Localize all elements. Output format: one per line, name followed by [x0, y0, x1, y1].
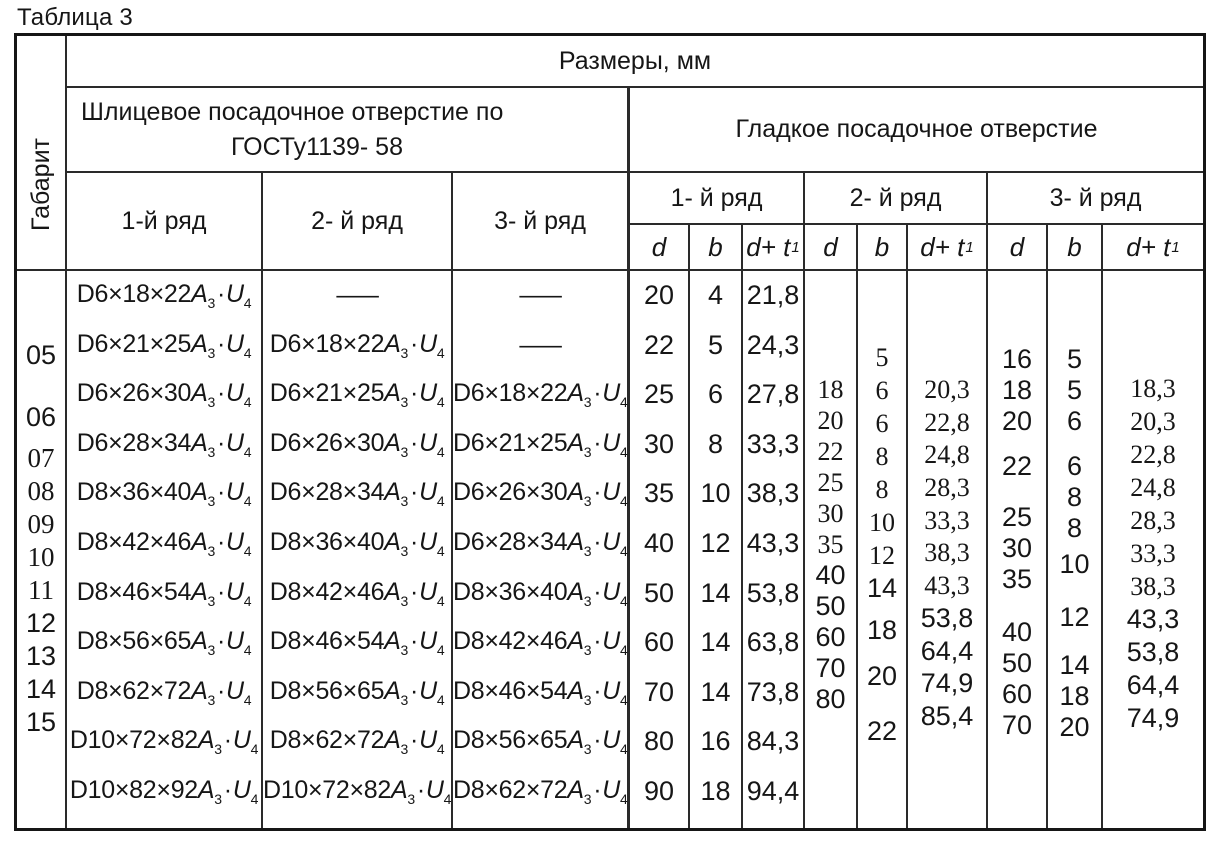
col-b-header-3: b	[1048, 225, 1103, 271]
tolerance-suffix: $A_3\cdot U_4$	[567, 627, 628, 659]
dt-value: 63,8	[746, 627, 800, 658]
dt-value: 43,3	[746, 527, 800, 558]
dt-value: 43,3	[924, 570, 970, 600]
b-value: 18	[1059, 681, 1090, 711]
d-value: 50	[815, 591, 846, 621]
dt-value: 85,4	[920, 700, 974, 731]
b-value: 10	[869, 507, 895, 537]
dt-value: 27,8	[746, 379, 800, 410]
tolerance-suffix: $A_3\cdot U_4$	[384, 428, 445, 460]
d-value: 70	[815, 653, 846, 683]
col-dt-header-3: d+ t 1	[1103, 225, 1203, 271]
spline-designation: $D6\times 28\times 34A_3\cdot U_4$	[453, 527, 628, 559]
d-value: 30	[817, 498, 844, 528]
d-value: 80	[643, 726, 675, 757]
spline-series-3-header: 3- й ряд	[453, 173, 630, 271]
tolerance-suffix: $A_3\cdot U_4$	[191, 627, 252, 659]
dt-value: 20,3	[1130, 407, 1176, 437]
spline-header-line2: ГОСТу1139- 58	[230, 132, 403, 161]
d-value: 18	[817, 374, 844, 404]
b-value: 12	[700, 527, 731, 558]
spline-series-2-header: 2- й ряд	[263, 173, 453, 271]
spline-designation: $D8\times 62\times 72A_3\cdot U_4$	[76, 676, 252, 708]
smooth3-d-column	[988, 271, 1048, 828]
spline-designation: $D6\times 26\times 30A_3\cdot U_4$	[76, 379, 252, 411]
col-b-header-2: b	[858, 225, 908, 271]
spline-designation: $D6\times 18\times 22A_3\cdot U_4$	[453, 379, 628, 411]
tolerance-suffix: $A_3\cdot U_4$	[567, 775, 628, 807]
d-value: 20	[817, 405, 844, 435]
tolerance-suffix: $A_3\cdot U_4$	[567, 428, 628, 460]
sizes-header: Размеры, мм	[67, 36, 1203, 88]
b-value: 5	[1066, 344, 1083, 374]
b-value: 20	[1059, 712, 1090, 742]
spline-designation: $D6\times 18\times 22A_3\cdot U_4$	[269, 329, 445, 361]
spline-designation: $D8\times 36\times 40A_3\cdot U_4$	[453, 577, 628, 609]
spline-designation	[336, 281, 379, 310]
spline-designation: $D6\times 26\times 30A_3\cdot U_4$	[453, 478, 628, 510]
spline-series-3-column	[453, 271, 630, 828]
col-dt-header-1: d+ t 1	[743, 225, 805, 271]
spline-designation: $D8\times 56\times 65A_3\cdot U_4$	[76, 627, 252, 659]
col-dt-header-2: d+ t 1	[908, 225, 988, 271]
dt-value: 28,3	[1130, 506, 1176, 535]
tolerance-suffix: $A_3\cdot U_4$	[567, 676, 628, 708]
dt-value: 28,3	[924, 473, 970, 503]
smooth1-b-column	[690, 271, 743, 828]
tolerance-suffix: $A_3\cdot U_4$	[191, 428, 252, 460]
empty-dash: —	[519, 330, 562, 359]
spline-designation: $D8\times 46\times 54A_3\cdot U_4$	[269, 627, 445, 659]
smooth3-dt-column	[1103, 271, 1203, 828]
dt-value: 22,8	[1130, 440, 1176, 470]
smooth2-b-column	[858, 271, 908, 828]
gabarit-value: 05	[25, 340, 57, 370]
tolerance-suffix: $A_3\cdot U_4$	[567, 726, 628, 758]
dt-value: 74,9	[920, 668, 974, 699]
dt-value: 74,9	[1126, 702, 1180, 733]
b-value: 14	[1059, 650, 1090, 680]
spline-designation: $D8\times 36\times 40A_3\cdot U_4$	[269, 527, 445, 559]
dt-value: 53,8	[920, 602, 974, 633]
spline-section-header	[67, 88, 630, 173]
empty-dash: —	[336, 281, 379, 310]
dt-value: 43,3	[1126, 604, 1180, 635]
gabarit-value: 08	[27, 476, 55, 506]
spline-designation: $D8\times 42\times 46A_3\cdot U_4$	[453, 627, 628, 659]
d-value: 60	[1001, 679, 1033, 709]
dt-value: 53,8	[746, 577, 800, 608]
tolerance-suffix: $A_3\cdot U_4$	[567, 379, 628, 411]
tolerance-suffix: $A_3\cdot U_4$	[197, 726, 259, 758]
spline-designation	[519, 330, 562, 360]
gabarit-value: 11	[28, 575, 54, 605]
tolerance-suffix: $A_3\cdot U_4$	[191, 379, 252, 411]
dt-value: 53,8	[1126, 637, 1180, 668]
empty-dash: —	[519, 281, 562, 310]
d-value: 40	[1001, 617, 1033, 647]
spline-designation: $D6\times 21\times 25A_3\cdot U_4$	[453, 428, 628, 460]
tolerance-suffix: $A_3\cdot U_4$	[191, 527, 252, 559]
d-value: 90	[643, 775, 675, 806]
gabarit-value: 10	[27, 542, 55, 572]
spline-series-1-header: 1-й ряд	[67, 173, 263, 271]
spline-series-2-column	[263, 271, 453, 828]
b-value: 6	[1066, 451, 1083, 481]
spline-designation: $D6\times 28\times 34A_3\cdot U_4$	[76, 428, 252, 460]
col-d-header-1: d	[630, 225, 690, 271]
d-value: 20	[643, 280, 675, 311]
dt-value: 21,8	[746, 280, 800, 311]
b-value: 12	[869, 540, 895, 570]
b-value: 10	[1059, 549, 1090, 579]
d-value: 50	[1001, 648, 1033, 678]
d-value: 22	[817, 436, 844, 466]
b-value: 6	[707, 379, 724, 410]
b-value: 8	[1066, 482, 1083, 512]
dt-value: 38,3	[1130, 571, 1176, 601]
tolerance-suffix: $A_3\cdot U_4$	[191, 280, 252, 312]
spline-designation: $D10\times 72\times 82A_3\cdot U_4$	[69, 726, 259, 758]
dt-value: 38,3	[746, 478, 800, 509]
spline-series-1-column	[67, 271, 263, 828]
smooth3-b-column	[1048, 271, 1103, 828]
d-value: 16	[1001, 344, 1033, 374]
d-value: 80	[815, 684, 846, 714]
dt-value: 18,3	[1130, 374, 1176, 404]
col-d-header-2: d	[805, 225, 858, 271]
gabarit-value: 13	[25, 641, 57, 671]
corner-label: Габарит	[26, 137, 55, 231]
dt-value: 64,4	[1126, 669, 1180, 700]
spline-designation: $D8\times 36\times 40A_3\cdot U_4$	[76, 478, 252, 510]
d-value: 25	[817, 467, 844, 497]
dt-value: 20,3	[924, 375, 970, 405]
b-value: 8	[875, 441, 889, 471]
smooth2-dt-column	[908, 271, 988, 828]
b-value: 4	[707, 280, 724, 311]
dt-value: 94,4	[746, 775, 800, 806]
corner-cell	[17, 36, 67, 271]
spline-header-line1: Шлицевое посадочное отверстие по	[81, 97, 504, 126]
d-value: 25	[1001, 502, 1033, 532]
d-value: 40	[815, 560, 846, 590]
b-value: 10	[700, 478, 731, 509]
spline-designation: $D8\times 46\times 54A_3\cdot U_4$	[76, 577, 252, 609]
smooth1-dt-column	[743, 271, 805, 828]
tolerance-suffix: $A_3\cdot U_4$	[384, 577, 445, 609]
smooth1-d-column	[630, 271, 690, 828]
tolerance-suffix: $A_3\cdot U_4$	[191, 478, 252, 510]
spline-designation: $D8\times 62\times 72A_3\cdot U_4$	[269, 726, 445, 758]
gabarit-value: 12	[25, 608, 57, 638]
b-value: 20	[866, 661, 898, 691]
spline-designation: $D8\times 42\times 46A_3\cdot U_4$	[76, 527, 252, 559]
b-value: 14	[866, 573, 898, 603]
tolerance-suffix: $A_3\cdot U_4$	[384, 379, 445, 411]
b-value: 12	[1059, 602, 1090, 632]
col-b-header-1: b	[690, 225, 743, 271]
smooth-series-3-header: 3- й ряд	[988, 173, 1203, 225]
spline-designation: $D8\times 56\times 65A_3\cdot U_4$	[269, 676, 445, 708]
smooth-series-1-header: 1- й ряд	[630, 173, 805, 225]
d-value: 25	[643, 379, 675, 410]
dimensions-table	[14, 33, 1206, 831]
spline-designation: $D10\times 82\times 92A_3\cdot U_4$	[69, 775, 259, 807]
spline-designation: $D8\times 62\times 72A_3\cdot U_4$	[453, 775, 628, 807]
gabarit-column	[17, 271, 67, 828]
gabarit-value: 15	[25, 707, 57, 737]
tolerance-suffix: $A_3\cdot U_4$	[567, 478, 628, 510]
tolerance-suffix: $A_3\cdot U_4$	[197, 775, 259, 807]
b-value: 6	[1066, 406, 1083, 436]
d-value: 22	[643, 329, 675, 360]
b-value: 14	[700, 676, 731, 707]
tolerance-suffix: $A_3\cdot U_4$	[384, 726, 445, 758]
spline-designation: $D8\times 56\times 65A_3\cdot U_4$	[453, 726, 628, 758]
spline-designation: $D6\times 21\times 25A_3\cdot U_4$	[76, 329, 252, 361]
dt-value: 73,8	[746, 676, 800, 707]
smooth-series-2-header: 2- й ряд	[805, 173, 988, 225]
spline-designation: $D6\times 28\times 34A_3\cdot U_4$	[269, 478, 445, 510]
spline-designation: $D6\times 21\times 25A_3\cdot U_4$	[269, 379, 445, 411]
tolerance-suffix: $A_3\cdot U_4$	[567, 577, 628, 609]
col-d-header-3: d	[988, 225, 1048, 271]
smooth2-d-column	[805, 271, 858, 828]
spline-designation: $D8\times 46\times 54A_3\cdot U_4$	[453, 676, 628, 708]
d-value: 22	[1001, 451, 1033, 481]
b-value: 16	[700, 726, 731, 757]
gabarit-value: 14	[25, 674, 57, 704]
b-value: 5	[707, 329, 724, 360]
d-value: 20	[1001, 406, 1033, 436]
tolerance-suffix: $A_3\cdot U_4$	[191, 676, 252, 708]
d-value: 70	[1001, 710, 1033, 740]
b-value: 18	[700, 775, 731, 806]
b-value: 8	[875, 474, 889, 504]
tolerance-suffix: $A_3\cdot U_4$	[384, 627, 445, 659]
dt-value: 24,8	[924, 440, 970, 470]
d-value: 35	[643, 478, 675, 509]
b-value: 5	[875, 342, 889, 372]
gabarit-value: 06	[25, 402, 57, 432]
tolerance-suffix: $A_3\cdot U_4$	[384, 527, 445, 559]
dt-value: 64,4	[920, 635, 974, 666]
tolerance-suffix: $A_3\cdot U_4$	[191, 577, 252, 609]
d-value: 30	[1001, 533, 1033, 563]
b-value: 18	[866, 615, 898, 645]
d-value: 60	[815, 622, 846, 652]
dt-value: 33,3	[924, 505, 970, 535]
dt-value: 33,3	[1130, 538, 1176, 568]
d-value: 35	[1001, 564, 1033, 594]
b-value: 5	[1066, 375, 1083, 405]
dt-value: 38,3	[924, 538, 970, 568]
spline-designation: $D10\times 72\times 82A_3\cdot U_4$	[263, 775, 452, 807]
tolerance-suffix: $A_3\cdot U_4$	[384, 676, 445, 708]
spline-designation: $D6\times 18\times 22A_3\cdot U_4$	[76, 280, 252, 312]
d-value: 70	[643, 676, 675, 707]
d-value: 40	[643, 527, 675, 558]
b-value: 6	[875, 408, 889, 438]
b-value: 14	[700, 577, 731, 608]
dt-value: 22,8	[924, 407, 970, 437]
tolerance-suffix: $A_3\cdot U_4$	[384, 329, 445, 361]
tolerance-suffix: $A_3\cdot U_4$	[390, 775, 452, 807]
tolerance-suffix: $A_3\cdot U_4$	[384, 478, 445, 510]
d-value: 30	[643, 428, 675, 459]
table-title: Таблица 3	[17, 4, 133, 31]
b-value: 14	[700, 627, 731, 658]
b-value: 8	[707, 428, 724, 459]
b-value: 8	[1066, 513, 1083, 543]
dt-value: 84,3	[746, 726, 800, 757]
spline-designation: $D6\times 26\times 30A_3\cdot U_4$	[269, 428, 445, 460]
dt-value: 24,8	[1130, 473, 1176, 503]
tolerance-suffix: $A_3\cdot U_4$	[191, 329, 252, 361]
spline-designation	[519, 281, 562, 310]
dt-value: 33,3	[746, 428, 800, 459]
smooth-section-header: Гладкое посадочное отверстие	[630, 88, 1203, 173]
spline-designation: $D8\times 42\times 46A_3\cdot U_4$	[269, 577, 445, 609]
d-value: 60	[643, 627, 675, 658]
gabarit-value: 07	[27, 443, 55, 473]
gabarit-value: 09	[27, 509, 55, 539]
b-value: 22	[866, 716, 898, 746]
d-value: 50	[643, 577, 675, 608]
dt-value: 24,3	[746, 329, 800, 360]
d-value: 18	[1001, 375, 1033, 405]
tolerance-suffix: $A_3\cdot U_4$	[567, 527, 628, 559]
b-value: 6	[875, 375, 889, 405]
d-value: 35	[817, 529, 844, 559]
